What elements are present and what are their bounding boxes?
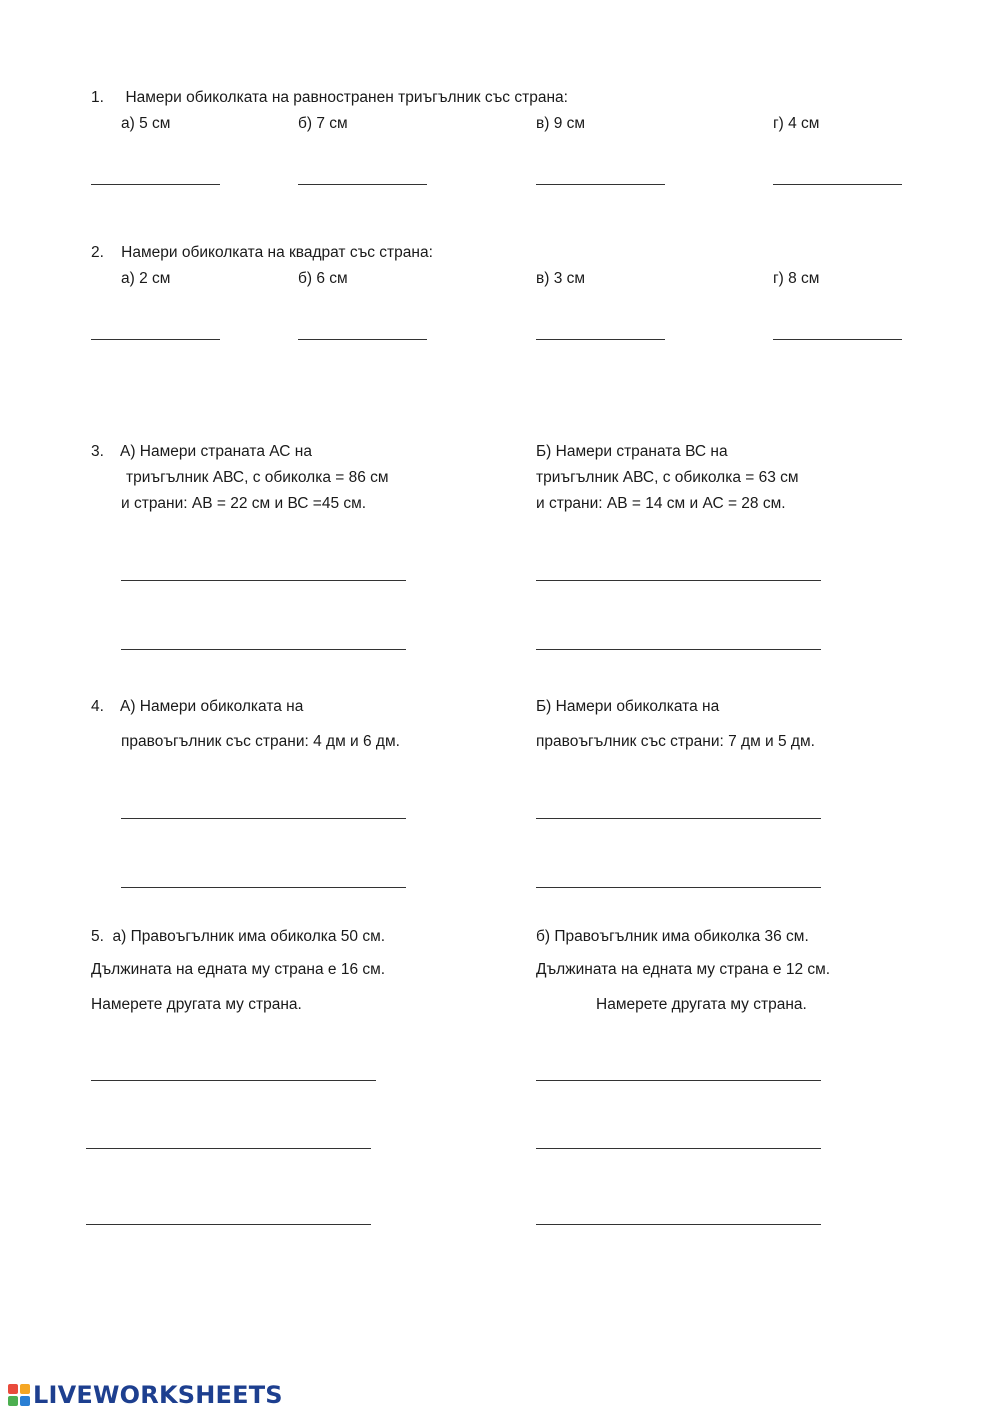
q2-answer-b-line — [298, 339, 427, 340]
liveworksheets-logo[interactable] — [8, 1382, 283, 1408]
q1-option-c: в) 9 см — [536, 115, 586, 132]
q3-b-answer-2-line — [536, 649, 821, 650]
logo-square-blue — [20, 1396, 30, 1406]
q4-b-line-1: Б) Намери обиколката на — [536, 698, 720, 715]
q5-b-answer-3[interactable] — [536, 1203, 821, 1225]
q1-answer-c-line — [536, 184, 665, 185]
q4-b-answer-2[interactable] — [536, 866, 821, 888]
q1-answer-b[interactable] — [298, 163, 427, 185]
q5-a-line-2: Дължината на едната му страна е 16 см. — [91, 961, 386, 978]
q2-answer-a-line — [91, 339, 220, 340]
logo-text: LIVEWORKSHEETS — [33, 1381, 283, 1409]
q2-answer-b[interactable] — [298, 318, 427, 340]
q3-a-line-1: А) Намери страната АС на — [120, 443, 312, 460]
q1-answer-a-line — [91, 184, 220, 185]
q1-option-d: г) 4 см — [773, 115, 820, 132]
q2-option-b: б) 6 см — [298, 270, 348, 287]
q4-a-answer-1[interactable] — [121, 797, 406, 819]
q5-b-line-3: Намерете другата му страна. — [596, 996, 807, 1013]
q2-answer-c-line — [536, 339, 665, 340]
q3-b-line-3: и страни: АВ = 14 см и АС = 28 см. — [536, 495, 786, 512]
logo-square-orange — [20, 1384, 30, 1394]
q3-a-answer-1[interactable] — [121, 559, 406, 581]
q5-a-answer-2-line — [86, 1148, 371, 1149]
q3-number: 3. — [91, 443, 104, 460]
q5-a-answer-3[interactable] — [86, 1203, 371, 1225]
q5-a-answer-3-line — [86, 1224, 371, 1225]
q2-answer-c[interactable] — [536, 318, 665, 340]
q4-a-answer-2[interactable] — [121, 866, 406, 888]
q5-b-line-1: б) Правоъгълник има обиколка 36 см. — [536, 928, 809, 945]
q3-a-answer-1-line — [121, 580, 406, 581]
q3-a-answer-2-line — [121, 649, 406, 650]
q1-option-a: а) 5 см — [121, 115, 171, 132]
q3-a-answer-2[interactable] — [121, 628, 406, 650]
q3-a-line-2: триъгълник АВС, с обиколка = 86 см — [126, 469, 389, 486]
q4-b-answer-1-line — [536, 818, 821, 819]
q3-b-answer-1[interactable] — [536, 559, 821, 581]
q1-title: 1. Намери обиколката на равностранен триъгълник със страна: — [91, 89, 568, 106]
q1-answer-d[interactable] — [773, 163, 902, 185]
q5-a-answer-1[interactable] — [91, 1059, 376, 1081]
q2-answer-d-line — [773, 339, 902, 340]
q2-answer-a[interactable] — [91, 318, 220, 340]
liveworksheets-logo-icon — [8, 1384, 30, 1406]
q4-b-answer-2-line — [536, 887, 821, 888]
logo-square-red — [8, 1384, 18, 1394]
q2-answer-d[interactable] — [773, 318, 902, 340]
q1-answer-b-line — [298, 184, 427, 185]
q1-option-b: б) 7 см — [298, 115, 348, 132]
q1-answer-c[interactable] — [536, 163, 665, 185]
q2-option-a: а) 2 см — [121, 270, 171, 287]
q5-a-line-3: Намерете другата му страна. — [91, 996, 302, 1013]
logo-square-green — [8, 1396, 18, 1406]
q3-b-answer-2[interactable] — [536, 628, 821, 650]
q5-b-answer-2-line — [536, 1148, 821, 1149]
q2-option-c: в) 3 см — [536, 270, 586, 287]
q5-b-line-2: Дължината на едната му страна е 12 см. — [536, 961, 831, 978]
q4-b-answer-1[interactable] — [536, 797, 821, 819]
q5-b-answer-1-line — [536, 1080, 821, 1081]
q4-b-line-2: правоъгълник със страни: 7 дм и 5 дм. — [536, 733, 815, 750]
q2-option-d: г) 8 см — [773, 270, 820, 287]
q1-answer-d-line — [773, 184, 902, 185]
q3-b-answer-1-line — [536, 580, 821, 581]
q4-number: 4. — [91, 698, 104, 715]
q5-b-answer-2[interactable] — [536, 1127, 821, 1149]
q3-b-line-1: Б) Намери страната ВС на — [536, 443, 728, 460]
q2-title: 2. Намери обиколката на квадрат със страна: — [91, 244, 433, 261]
q3-b-line-2: триъгълник АВС, с обиколка = 63 см — [536, 469, 799, 486]
q5-a-answer-1-line — [91, 1080, 376, 1081]
q5-b-answer-3-line — [536, 1224, 821, 1225]
q1-answer-a[interactable] — [91, 163, 220, 185]
q5-b-answer-1[interactable] — [536, 1059, 821, 1081]
q4-a-line-1: А) Намери обиколката на — [120, 698, 304, 715]
q3-a-line-3: и страни: АВ = 22 см и ВС =45 см. — [121, 495, 367, 512]
q5-a-line-1: 5. а) Правоъгълник има обиколка 50 см. — [91, 928, 386, 945]
q4-a-answer-2-line — [121, 887, 406, 888]
q4-a-answer-1-line — [121, 818, 406, 819]
q5-a-answer-2[interactable] — [86, 1127, 371, 1149]
q4-a-line-2: правоъгълник със страни: 4 дм и 6 дм. — [121, 733, 400, 750]
